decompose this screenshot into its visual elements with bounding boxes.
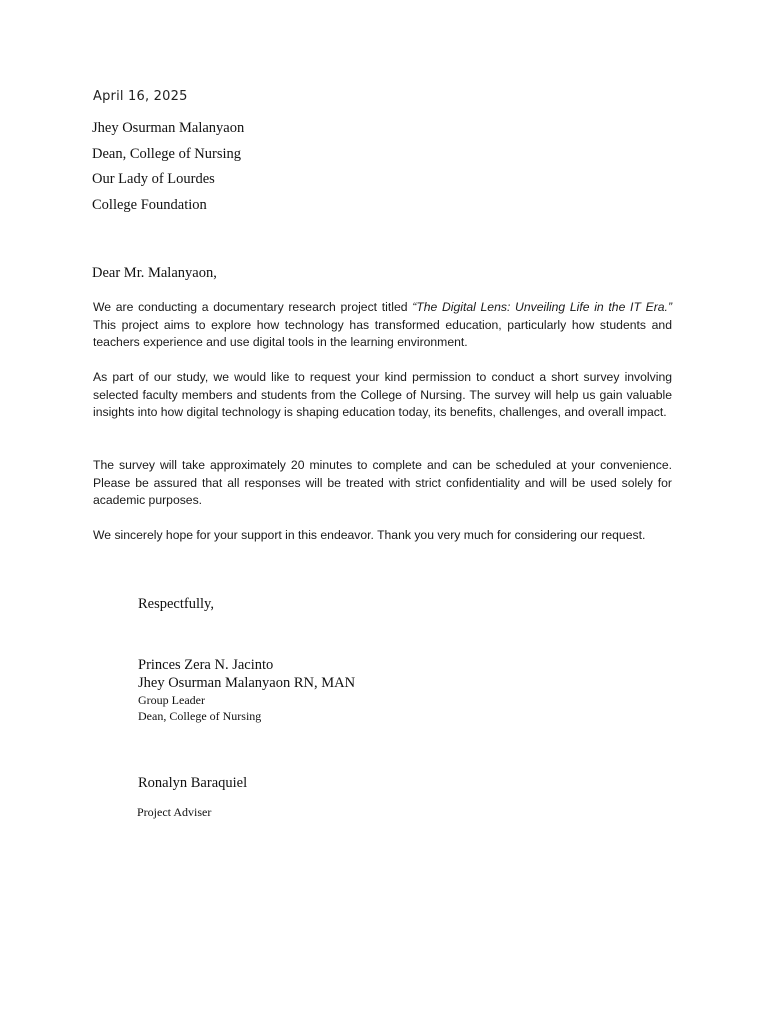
- intro-text-end: This project aims to explore how technology has transformed education, particularly how students and teachers experience and use digital tools in the learning environment.: [93, 317, 672, 349]
- body-paragraph-thanks: We sincerely hope for your support in this endeavor. Thank you very much for considering our request.: [93, 528, 646, 542]
- salutation: Dear Mr. Malanyaon,: [92, 265, 217, 281]
- recipient-position: Dean, College of Nursing: [92, 145, 241, 162]
- recipient-name: Jhey Osurman Malanyaon: [92, 120, 245, 136]
- closing: Respectfully,: [138, 596, 214, 612]
- intro-text-start: We are conducting a documentary research project titled: [93, 300, 413, 314]
- body-paragraph-request: As part of our study, we would like to request your kind permission to conduct a short survey involving selected faculty members and students from the College of Nursing. The survey will help us gain valuable insights into how digital technology is shaping education today, its benefits, challenges, and overall impact.: [93, 370, 672, 419]
- recipient-address-block: [92, 119, 244, 221]
- recipient-institution-line2: College Foundation: [92, 196, 207, 213]
- signatory-name-adviser: Ronalyn Baraquiel: [138, 775, 248, 791]
- recipient-institution-line1: Our Lady of Lourdes: [92, 171, 215, 187]
- signatory-name-group-leader: Princes Zera N. Jacinto: [138, 657, 274, 673]
- letter-date: April 16, 2025: [93, 89, 188, 104]
- signatory-role-adviser: Project Adviser: [137, 805, 212, 819]
- signatory-role-dean: Dean, College of Nursing: [138, 709, 262, 723]
- body-paragraph-intro: [93, 299, 672, 352]
- signatory-name-dean: Jhey Osurman Malanyaon RN, MAN: [138, 675, 356, 691]
- project-title: “The Digital Lens: Unveiling Life in the IT Era.”: [412, 300, 672, 314]
- signatory-role-group-leader: Group Leader: [138, 693, 205, 707]
- body-paragraph-survey-details: The survey will take approximately 20 minutes to complete and can be scheduled at your convenience. Please be assured that all responses will be treated with strict confidentiality and will be used solely for academic purposes.: [93, 458, 672, 507]
